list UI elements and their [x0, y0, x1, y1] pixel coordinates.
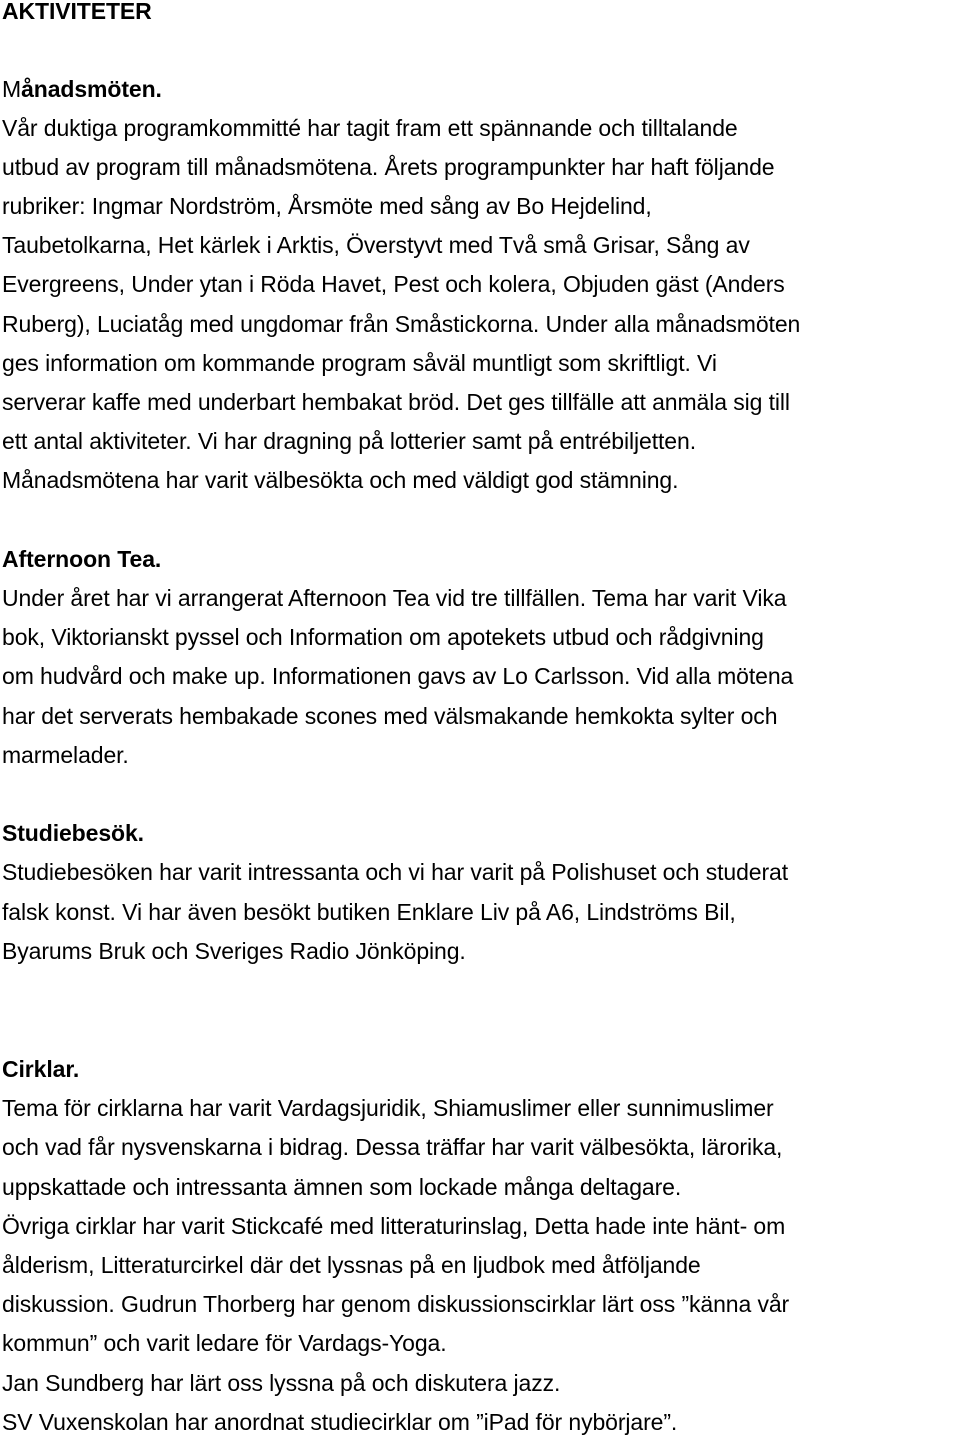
- paragraph-line: om hudvård och make up. Informationen gavs av Lo Carlsson. Vid alla mötena: [2, 663, 794, 689]
- paragraph-line: Månadsmötena har varit välbesökta och med väldigt god stämning.: [2, 467, 679, 493]
- paragraph-line: Jan Sundberg har lärt oss lyssna på och diskutera jazz.: [2, 1370, 561, 1396]
- paragraph-line: falsk konst. Vi har även besökt butiken Enklare Liv på A6, Lindströms Bil,: [2, 899, 736, 925]
- paragraph-line: och vad får nysvenskarna i bidrag. Dessa träffar har varit välbesökta, lärorika,: [2, 1134, 783, 1160]
- paragraph-line: Byarums Bruk och Sveriges Radio Jönköping.: [2, 938, 466, 964]
- paragraph-line: ålderism, Litteraturcirkel där det lyssnas på en ljudbok med åtföljande: [2, 1252, 701, 1278]
- section-heading-studiebesok: Studiebesök.: [2, 820, 144, 846]
- paragraph-line: Under året har vi arrangerat Afternoon Tea vid tre tillfällen. Tema har varit Vika: [2, 585, 787, 611]
- document-title: AKTIVITETER: [2, 0, 152, 24]
- paragraph-line: SV Vuxenskolan har anordnat studiecirklar om ”iPad för nybörjare”.: [2, 1409, 678, 1435]
- paragraph-line: ges information om kommande program såväl muntligt som skriftligt. Vi: [2, 350, 717, 376]
- paragraph-line: Studiebesöken har varit intressanta och vi har varit på Polishuset och studerat: [2, 859, 789, 885]
- paragraph-line: Tema för cirklarna har varit Vardagsjuridik, Shiamuslimer eller sunnimuslimer: [2, 1095, 774, 1121]
- paragraph-line: kommun” och varit ledare för Vardags-Yoga.: [2, 1330, 447, 1356]
- paragraph-line: utbud av program till månadsmötena. Årets programpunkter har haft följande: [2, 154, 775, 180]
- paragraph-line: Evergreens, Under ytan i Röda Havet, Pest och kolera, Objuden gäst (Anders: [2, 271, 785, 297]
- heading-rest: ånadsmöten.: [21, 76, 162, 102]
- section-heading-cirklar: Cirklar.: [2, 1056, 80, 1082]
- paragraph-line: Ruberg), Luciatåg med ungdomar från Småstickorna. Under alla månadsmöten: [2, 311, 801, 337]
- paragraph-line: Övriga cirklar har varit Stickcafé med litteraturinslag, Detta hade inte hänt- om: [2, 1213, 786, 1239]
- paragraph-line: Vår duktiga programkommitté har tagit fram ett spännande och tilltalande: [2, 115, 738, 141]
- section-heading-manadsmoten: [2, 75, 162, 103]
- paragraph-line: Taubetolkarna, Het kärlek i Arktis, Överstyvt med Två små Grisar, Sång av: [2, 232, 750, 258]
- paragraph-line: rubriker: Ingmar Nordström, Årsmöte med sång av Bo Hejdelind,: [2, 193, 652, 219]
- paragraph-line: marmelader.: [2, 742, 129, 768]
- heading-prefix: M: [2, 76, 22, 102]
- paragraph-line: ett antal aktiviteter. Vi har dragning på lotterier samt på entrébiljetten.: [2, 428, 696, 454]
- paragraph-line: uppskattade och intressanta ämnen som lockade många deltagare.: [2, 1174, 682, 1200]
- paragraph-line: har det serverats hembakade scones med välsmakande hemkokta sylter och: [2, 703, 778, 729]
- paragraph-line: bok, Viktorianskt pyssel och Information om apotekets utbud och rådgivning: [2, 624, 764, 650]
- paragraph-line: serverar kaffe med underbart hembakat bröd. Det ges tillfälle att anmäla sig till: [2, 389, 790, 415]
- paragraph-line: diskussion. Gudrun Thorberg har genom diskussionscirklar lärt oss ”känna vår: [2, 1291, 790, 1317]
- section-heading-afternoon-tea: Afternoon Tea.: [2, 546, 162, 572]
